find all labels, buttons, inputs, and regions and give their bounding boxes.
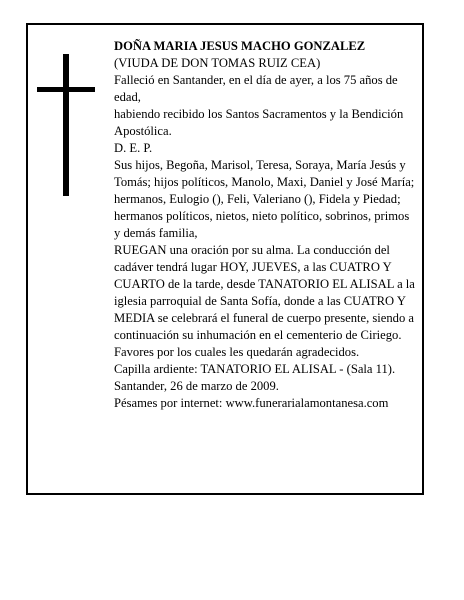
sacraments-line: habiendo recibido los Santos Sacramentos y la Bendición Apostólica. bbox=[114, 107, 404, 138]
obituary-text bbox=[114, 38, 416, 412]
death-announcement: Falleció en Santander, en el día de ayer, a los 75 años de edad, bbox=[114, 73, 398, 104]
date-line: Santander, 26 de marzo de 2009. bbox=[114, 379, 279, 393]
cross-icon bbox=[63, 54, 69, 196]
deceased-name: DOÑA MARIA JESUS MACHO GONZALEZ bbox=[114, 39, 366, 53]
family-list: Sus hijos, Begoña, Marisol, Teresa, Soraya, María Jesús y Tomás; hijos políticos, Manolo, Maxi, Daniel y José María; hermanos, Eulogio (), Feli, Valeriano (), Fidela y Piedad; hermanos políticos, nietos, nieto político, sobrinos, primos y demás familia, bbox=[114, 158, 415, 240]
funeral-request: RUEGAN una oración por su alma. La conducción del cadáver tendrá lugar HOY, JUEVES, a las CUATRO Y CUARTO de la tarde, desde TANATORIO EL ALISAL a la iglesia parroquial de Santa Sofía, donde a las CUATRO Y MEDIA se celebrará el funeral de cuerpo presente, siendo a continuación su inhumación en el cementerio de Ciriego. Favores por los cuales les quedarán agradecidos. bbox=[114, 243, 415, 359]
cross-icon-bar bbox=[37, 87, 95, 92]
dep-line: D. E. P. bbox=[114, 141, 153, 155]
condolences-line: Pésames por internet: www.funerarialamontanesa.com bbox=[114, 396, 389, 410]
widow-of-line: (VIUDA DE DON TOMAS RUIZ CEA) bbox=[114, 56, 321, 70]
chapel-line: Capilla ardiente: TANATORIO EL ALISAL - (Sala 11). bbox=[114, 362, 396, 376]
